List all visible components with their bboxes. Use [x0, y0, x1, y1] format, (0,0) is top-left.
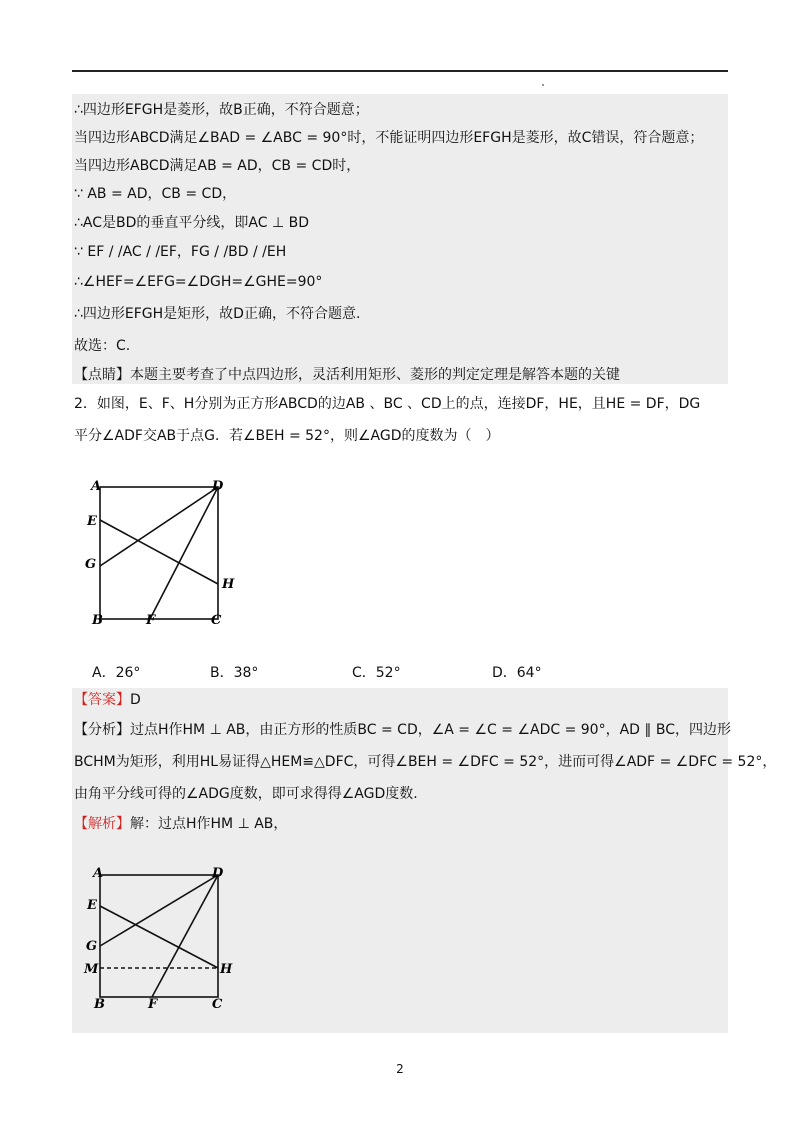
fig2-label-b: B [94, 997, 105, 1012]
fig2-label-a: A [93, 866, 104, 881]
answer-line [74, 690, 141, 710]
fig1-label-f: F [146, 613, 156, 628]
prev-line-1: ∴四边形EFGH是菱形，故B正确，不符合题意； [74, 102, 369, 118]
fig2-label-d: D [212, 866, 224, 881]
analysis-label: 【分析】 [74, 722, 130, 738]
fig2-label-h: H [220, 962, 233, 977]
answer-value: D [130, 692, 141, 708]
prev-line-6: ∵ EF / /AC / /EF，FG / /BD / /EH [74, 244, 287, 260]
fig2-label-m: M [84, 962, 99, 977]
option-a: A．26° [92, 665, 141, 681]
fig1-label-a: A [91, 479, 102, 494]
prev-line-3: 当四边形ABCD满足AB = AD，CB = CD时， [74, 158, 361, 174]
analysis-text-1: 过点H作HM ⊥ AB，由正方形的性质BC = CD，∠A = ∠C = ∠ADC = 90°，AD ∥ BC，四边形 [130, 722, 731, 738]
solution-line [74, 814, 287, 834]
fig2-label-g: G [86, 939, 98, 954]
answer-label: 【答案】 [74, 692, 130, 708]
figure-square-1 [80, 472, 250, 632]
prev-line-4: ∵ AB = AD，CB = CD， [74, 186, 237, 202]
tip-label: 【点睛】 [74, 367, 130, 383]
prev-line-5: ∴AC是BD的垂直平分线，即AC ⊥ BD [74, 215, 309, 231]
header-dot [542, 84, 544, 86]
prev-line-9: 故选：C. [74, 338, 131, 354]
figure-square-2 [80, 860, 250, 1020]
fig1-label-b: B [92, 613, 103, 628]
analysis-line-2: BCHM为矩形，利用HL易证得△HEM≌△DFC，可得∠BEH = ∠DFC = 52°，进而可得∠ADF = ∠DFC = 52°， [74, 754, 777, 770]
square-abcd [100, 487, 218, 619]
page-number: 2 [396, 1062, 404, 1076]
option-b: B．38° [210, 665, 259, 681]
analysis-line-1 [74, 720, 731, 740]
segment-dg [100, 487, 218, 566]
fig1-label-h: H [222, 577, 235, 592]
fig1-label-e: E [87, 514, 97, 529]
prev-line-8: ∴四边形EFGH是矩形，故D正确，不符合题意. [74, 306, 361, 322]
fig2-label-e: E [87, 898, 97, 913]
fig2-label-c: C [212, 997, 223, 1012]
option-d: D．64° [492, 665, 542, 681]
segment-eh-2 [100, 906, 218, 968]
solution-text: 解：过点H作HM ⊥ AB， [130, 816, 288, 832]
question-line-2: 平分∠ADF交AB于点G．若∠BEH = 52°，则∠AGD的度数为（ ） [74, 428, 500, 444]
analysis-line-3: 由角平分线可得的∠ADG度数，即可求得得∠AGD度数. [74, 786, 418, 802]
tip-text: 本题主要考查了中点四边形，灵活利用矩形、菱形的判定定理是解答本题的关键 [130, 367, 620, 383]
solution-label: 【解析】 [74, 816, 130, 832]
fig1-label-c: C [211, 613, 222, 628]
segment-df-2 [152, 875, 218, 997]
segment-dg-2 [100, 875, 218, 946]
option-c: C．52° [352, 665, 401, 681]
question-line-1: 2．如图，E、F、H分别为正方形ABCD的边AB 、BC 、CD上的点，连接DF，HE，且HE = DF，DG [74, 396, 701, 412]
prev-line-7: ∴∠HEF=∠EFG=∠DGH=∠GHE=90° [74, 274, 323, 290]
segment-eh [100, 520, 218, 584]
tip-line [74, 365, 620, 385]
fig2-label-f: F [148, 997, 158, 1012]
header-rule [72, 70, 728, 72]
fig1-label-d: D [212, 479, 224, 494]
prev-line-2: 当四边形ABCD满足∠BAD = ∠ABC = 90°时，不能证明四边形EFGH是菱形，故C错误，符合题意； [74, 130, 704, 146]
fig1-label-g: G [85, 557, 97, 572]
